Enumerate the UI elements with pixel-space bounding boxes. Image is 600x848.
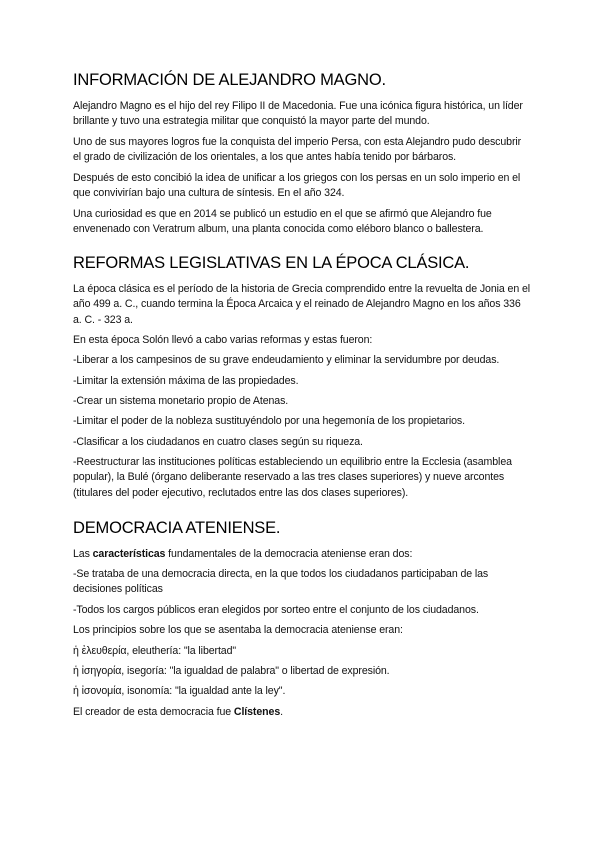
list-item: -Clasificar a los ciudadanos en cuatro clases según su riqueza. xyxy=(73,435,363,448)
list-item: -Crear un sistema monetario propio de Atenas. xyxy=(73,395,289,408)
list-item: -Limitar la extensión máxima de las propiedades. xyxy=(73,374,299,387)
list-item: -Reestructurar las instituciones políticas estableciendo un equilibrio entre la Ecclesia (asamblea popular), la Bulé (órgano deliberante reservado a las tres clases superiores) y nueve arcontes (titulares del poder ejecutivo, reclutados entre las dos clases superiores). xyxy=(73,456,512,499)
section-reformas-legislativas xyxy=(73,253,531,501)
closing-text-before: El creador de esta democracia fue xyxy=(73,705,234,718)
intro-text-after: fundamentales de la democracia ateniense eran dos: xyxy=(165,547,413,560)
intro-text-before: Las xyxy=(73,547,93,560)
section-title: REFORMAS LEGISLATIVAS EN LA ÉPOCA CLÁSICA. xyxy=(73,254,470,273)
list-item: -Limitar el poder de la nobleza sustituyéndolo por una hegemonía de los propietarios. xyxy=(73,415,465,428)
paragraph: La época clásica es el período de la historia de Grecia comprendido entre la revuelta de Jonia en el año 499 a. C., cuando termina la Época Arcaica y el reinado de Alejandro Magno en los años 336 a. C. - 323 a. xyxy=(73,283,531,326)
paragraph: Una curiosidad es que en 2014 se publicó un estudio en el que se afirmó que Alejandro fue envenenado con Veratrum album, una planta conocida como eléboro blanco o ballestera. xyxy=(73,207,492,235)
closing-text-after: . xyxy=(280,705,283,718)
closing-paragraph xyxy=(73,705,531,720)
list-item: -Liberar a los campesinos de su grave endeudamiento y eliminar la servidumbre por deudas. xyxy=(73,354,500,367)
document-page xyxy=(73,70,531,725)
section-title: INFORMACIÓN DE ALEJANDRO MAGNO. xyxy=(73,71,386,89)
intro-paragraph xyxy=(73,547,531,562)
paragraph: En esta época Solón llevó a cabo varias reformas y estas fueron: xyxy=(73,333,373,346)
principle-item: ἡ ἰσηγορία, isegoría: "la igualdad de palabra" o libertad de expresión. xyxy=(73,665,390,678)
paragraph: Alejandro Magno es el hijo del rey Filipo II de Macedonia. Fue una icónica figura histórica, un líder brillante y tuvo una estrategia militar que conquistó la mayor parte del mundo. xyxy=(73,100,523,128)
paragraph: Uno de sus mayores logros fue la conquista del imperio Persa, con esta Alejandro pudo descubrir el grado de civilización de los orientales, a los que antes había tenido por bárbaros. xyxy=(73,135,522,164)
closing-bold-text: Clístenes xyxy=(233,705,281,718)
list-item: -Todos los cargos públicos eran elegidos por sorteo entre el conjunto de los ciudadanos. xyxy=(73,603,479,616)
section-title: DEMOCRACIA ATENIENSE. xyxy=(73,518,281,537)
principle-item: ἡ ἐλευθερία, eleuthería: "la libertad" xyxy=(73,644,237,657)
paragraph: Después de esto concibió la idea de unificar a los griegos con los persas en un solo imperio en el que convivirían bajo una cultura de síntesis. En el año 324. xyxy=(73,171,521,200)
paragraph: Los principios sobre los que se asentaba la democracia ateniense eran: xyxy=(73,624,403,637)
intro-bold-text: características xyxy=(92,547,166,560)
principle-item: ἡ ἰσονομία, isonomía: "la igualdad ante la ley". xyxy=(73,685,286,698)
list-item: -Se trataba de una democracia directa, en la que todos los ciudadanos participaban de las decisiones políticas xyxy=(73,568,489,596)
section-alejandro-magno xyxy=(73,70,531,237)
section-democracia-ateniense xyxy=(73,518,531,720)
